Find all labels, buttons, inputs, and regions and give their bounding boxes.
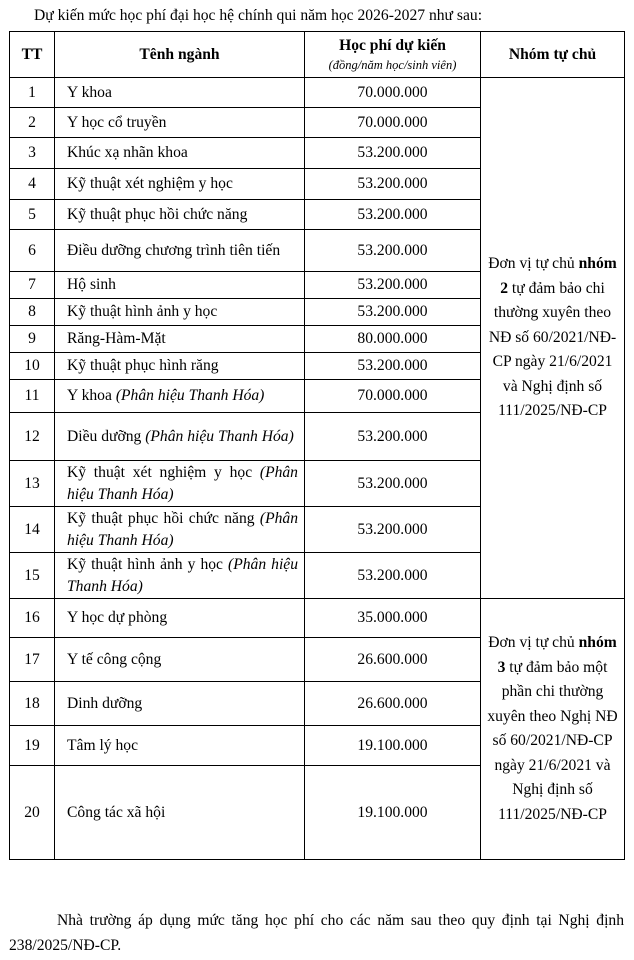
fee-value: 26.600.000 <box>305 682 481 726</box>
major-name: Y khoa <box>67 387 112 404</box>
major-name-cell <box>55 78 305 108</box>
fee-value: 26.600.000 <box>305 638 481 682</box>
group-text-pre: Đơn vị tự chủ <box>488 634 575 651</box>
major-name-cell <box>55 413 305 461</box>
major-name-cell <box>55 169 305 200</box>
major-name-cell <box>55 108 305 138</box>
row-number: 2 <box>10 108 55 138</box>
row-number: 7 <box>10 272 55 299</box>
header-major: Tênh ngành <box>55 32 305 78</box>
major-name: Công tác xã hội <box>67 803 166 821</box>
major-name-cell <box>55 599 305 638</box>
major-name: Y học dự phòng <box>67 609 168 626</box>
row-number: 20 <box>10 766 55 860</box>
row-number: 15 <box>10 553 55 599</box>
branch-label: (Phân hiệu Thanh Hóa) <box>67 555 299 595</box>
header-fee <box>305 32 481 78</box>
major-name-cell <box>55 507 305 553</box>
row-number: 12 <box>10 413 55 461</box>
major-name-cell <box>55 766 305 860</box>
major-name: Kỹ thuật phục hồi chức năng <box>67 509 255 527</box>
branch-label: (Phân hiệu Thanh Hóa) <box>67 463 298 503</box>
row-number: 1 <box>10 78 55 108</box>
major-name: Răng-Hàm-Mặt <box>67 330 166 347</box>
header-group: Nhóm tự chủ <box>481 32 625 78</box>
closing-paragraph: Nhà trường áp dụng mức tăng học phí cho các năm sau theo quy định tại Nghị định 238/2025/NĐ-CP. <box>9 912 624 954</box>
major-name: Dinh dưỡng <box>67 694 143 712</box>
fee-value: 53.200.000 <box>305 138 481 169</box>
row-number: 8 <box>10 299 55 326</box>
fee-value: 53.200.000 <box>305 353 481 380</box>
table-row <box>10 78 625 108</box>
fee-value: 53.200.000 <box>305 272 481 299</box>
fee-value: 53.200.000 <box>305 507 481 553</box>
fee-value: 70.000.000 <box>305 78 481 108</box>
fee-value: 70.000.000 <box>305 380 481 413</box>
fee-value: 53.200.000 <box>305 230 481 272</box>
fee-value: 53.200.000 <box>305 413 481 461</box>
major-name: Khúc xạ nhãn khoa <box>67 144 188 161</box>
autonomy-group-2 <box>481 78 625 599</box>
row-number: 3 <box>10 138 55 169</box>
major-name: Kỹ thuật xét nghiệm y học <box>67 463 253 481</box>
major-name: Tâm lý học <box>67 736 139 754</box>
row-number: 17 <box>10 638 55 682</box>
header-tt: TT <box>10 32 55 78</box>
row-number: 4 <box>10 169 55 200</box>
fee-value: 53.200.000 <box>305 553 481 599</box>
branch-label: (Phân hiệu Thanh Hóa) <box>67 509 298 549</box>
major-name-cell <box>55 461 305 507</box>
row-number: 6 <box>10 230 55 272</box>
group-text-post: tự đảm bảo chi thường xuyên theo NĐ số 60/2021/NĐ-CP ngày 21/6/2021 và Nghị định số 111/2025/NĐ-CP <box>488 279 617 420</box>
row-number: 19 <box>10 726 55 766</box>
row-number: 9 <box>10 326 55 353</box>
header-fee-unit: (đồng/năm học/sinh viên) <box>328 58 457 72</box>
major-name-cell <box>55 230 305 272</box>
fee-value: 19.100.000 <box>305 766 481 860</box>
major-name: Y khoa <box>67 83 112 101</box>
table-header-row <box>10 32 625 78</box>
fee-value: 80.000.000 <box>305 326 481 353</box>
group-text-pre: Đơn vị tự chủ <box>488 255 575 273</box>
major-name: Kỹ thuật hình ảnh y học <box>67 303 218 320</box>
header-fee-label: Học phí dự kiến <box>339 37 446 54</box>
fee-value: 53.200.000 <box>305 299 481 326</box>
major-name: Y học cổ truyền <box>67 113 167 131</box>
major-name-cell <box>55 326 305 353</box>
fee-value: 35.000.000 <box>305 599 481 638</box>
major-name: Hộ sinh <box>67 276 116 293</box>
row-number: 16 <box>10 599 55 638</box>
major-name-cell <box>55 726 305 766</box>
row-number: 11 <box>10 380 55 413</box>
major-name-cell <box>55 138 305 169</box>
fee-value: 70.000.000 <box>305 108 481 138</box>
autonomy-group-3 <box>481 599 625 860</box>
major-name: Kỹ thuật phục hồi chức năng <box>67 205 248 223</box>
row-number: 18 <box>10 682 55 726</box>
row-number: 5 <box>10 200 55 230</box>
major-name: Điều dưỡng chương trình tiên tiến <box>67 241 281 259</box>
row-number: 14 <box>10 507 55 553</box>
fee-value: 53.200.000 <box>305 200 481 230</box>
intro-text: Dự kiến mức học phí đại học hệ chính qui năm học 2026-2027 như sau: <box>34 7 483 24</box>
major-name-cell <box>55 380 305 413</box>
row-number: 13 <box>10 461 55 507</box>
fee-value: 53.200.000 <box>305 169 481 200</box>
major-name: Kỹ thuật xét nghiệm y học <box>67 175 233 192</box>
major-name: Y tế công cộng <box>67 650 162 668</box>
table-body <box>10 78 625 860</box>
row-number: 10 <box>10 353 55 380</box>
group-text-post: tự đảm bảo một phần chi thường xuyên theo Nghị NĐ số 60/2021/NĐ-CP ngày 21/6/2021 và Nghị định số 111/2025/NĐ-CP <box>487 658 618 823</box>
major-name-cell <box>55 272 305 299</box>
table-row <box>10 599 625 638</box>
major-name-cell <box>55 299 305 326</box>
major-name: Kỹ thuật hình ảnh y học <box>67 555 223 573</box>
major-name-cell <box>55 638 305 682</box>
major-name: Diều dưỡng <box>67 427 142 445</box>
tuition-fee-table <box>9 31 625 860</box>
major-name-cell <box>55 553 305 599</box>
major-name-cell <box>55 353 305 380</box>
major-name: Kỹ thuật phục hình răng <box>67 357 219 374</box>
group-name: nhóm 2 <box>500 255 617 297</box>
branch-label: (Phân hiệu Thanh Hóa) <box>115 387 265 404</box>
fee-value: 53.200.000 <box>305 461 481 507</box>
branch-label: (Phân hiệu Thanh Hóa) <box>145 427 294 445</box>
group-name: nhóm 3 <box>497 634 617 676</box>
fee-value: 19.100.000 <box>305 726 481 766</box>
major-name-cell <box>55 200 305 230</box>
major-name-cell <box>55 682 305 726</box>
